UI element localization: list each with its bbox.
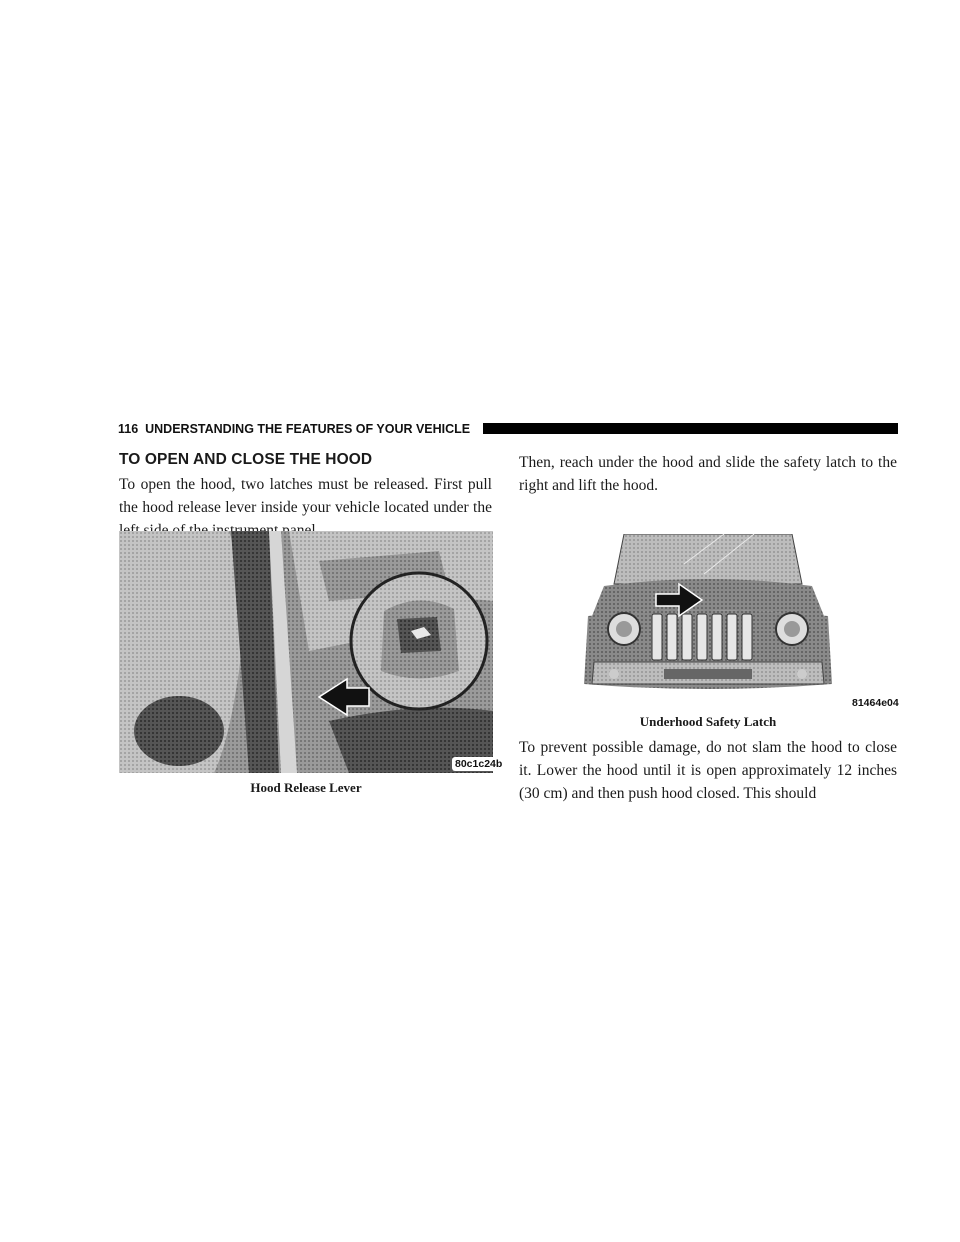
hood-release-lever-image [119, 531, 493, 773]
underhood-safety-latch-image [584, 534, 832, 700]
right-column-lower [519, 736, 897, 805]
paragraph-safety-latch: Then, reach under the hood and slide the safety latch to the right and lift the hood. [519, 454, 897, 494]
left-column [119, 451, 492, 542]
figure-caption-right: Underhood Safety Latch [639, 714, 777, 729]
header-text [118, 422, 470, 436]
figure-code-right: 81464e04 [852, 697, 899, 709]
paragraph-closing-hood: To prevent possible damage, do not slam the hood to close it. Lower the hood until it is open approximately 12 inches (30 cm) and then push hood closed. This should [519, 739, 897, 802]
right-column [519, 451, 897, 497]
section-title: TO OPEN AND CLOSE THE HOOD [119, 451, 373, 468]
header-rule [483, 423, 898, 434]
hood-release-illustration [119, 531, 493, 773]
page-number: 116 [118, 422, 139, 436]
vehicle-front-illustration [584, 534, 832, 700]
running-title: UNDERSTANDING THE FEATURES OF YOUR VEHICLE [145, 422, 471, 436]
running-header [118, 422, 898, 436]
figure-caption-left: Hood Release Lever [250, 780, 362, 795]
paragraph-hood-release: To open the hood, two latches must be released. First pull the hood release lever inside your vehicle located under the [119, 476, 492, 516]
figure-code-left: 80c1c24b [452, 757, 505, 771]
